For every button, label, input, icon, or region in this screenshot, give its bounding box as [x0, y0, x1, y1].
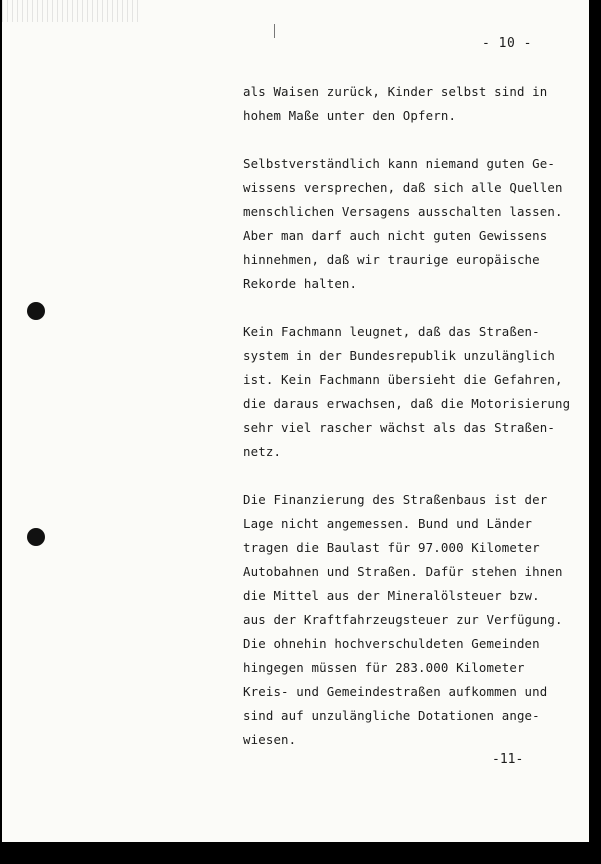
- document-page: [2, 0, 589, 842]
- text-line: Die Finanzierung des Straßenbaus ist der: [243, 492, 548, 507]
- text-line: hohem Maße unter den Opfern.: [243, 108, 457, 123]
- text-line: menschlichen Versagens ausschalten lassen.: [243, 204, 563, 219]
- text-line: system in der Bundesrepublik unzulänglich: [243, 348, 556, 363]
- text-line: aus der Kraftfahrzeugsteuer zur Verfügung.: [243, 612, 563, 627]
- text-line: Kein Fachmann leugnet, daß das Straßen-: [243, 324, 540, 339]
- text-line: netz.: [243, 444, 282, 459]
- scan-border-right: [589, 0, 601, 864]
- text-line: Aber man darf auch nicht guten Gewissens: [243, 228, 548, 243]
- next-page-reference: -11-: [492, 752, 524, 767]
- text-line: hinnehmen, daß wir traurige europäische: [243, 252, 540, 267]
- paragraph-1: [243, 80, 573, 128]
- text-line: ist. Kein Fachmann übersieht die Gefahren,: [243, 372, 563, 387]
- paragraph-3: [243, 320, 573, 464]
- scan-border-bottom: [0, 842, 601, 864]
- scan-mark: [274, 24, 275, 38]
- text-line: die Mittel aus der Mineralölsteuer bzw.: [243, 588, 540, 603]
- scan-noise: [2, 0, 142, 22]
- text-line: die daraus erwachsen, daß die Motorisierung: [243, 396, 571, 411]
- text-line: sehr viel rascher wächst als das Straßen-: [243, 420, 556, 435]
- text-line: hingegen müssen für 283.000 Kilometer: [243, 660, 525, 675]
- text-line: Die ohnehin hochverschuldeten Gemeinden: [243, 636, 540, 651]
- text-line: sind auf unzulängliche Dotationen ange-: [243, 708, 540, 723]
- text-line: Rekorde halten.: [243, 276, 358, 291]
- text-line: tragen die Baulast für 97.000 Kilometer: [243, 540, 540, 555]
- text-line: wissens versprechen, daß sich alle Quellen: [243, 180, 563, 195]
- text-line: als Waisen zurück, Kinder selbst sind in: [243, 84, 548, 99]
- punch-hole-top: [27, 302, 45, 320]
- page-number: - 10 -: [482, 36, 532, 51]
- text-line: wiesen.: [243, 732, 297, 747]
- text-line: Lage nicht angemessen. Bund und Länder: [243, 516, 533, 531]
- paragraph-4: [243, 488, 573, 752]
- text-line: Autobahnen und Straßen. Dafür stehen ihnen: [243, 564, 563, 579]
- text-line: Selbstverständlich kann niemand guten Ge-: [243, 156, 556, 171]
- text-line: Kreis- und Gemeindestraßen aufkommen und: [243, 684, 548, 699]
- paragraph-2: [243, 152, 573, 296]
- punch-hole-bottom: [27, 528, 45, 546]
